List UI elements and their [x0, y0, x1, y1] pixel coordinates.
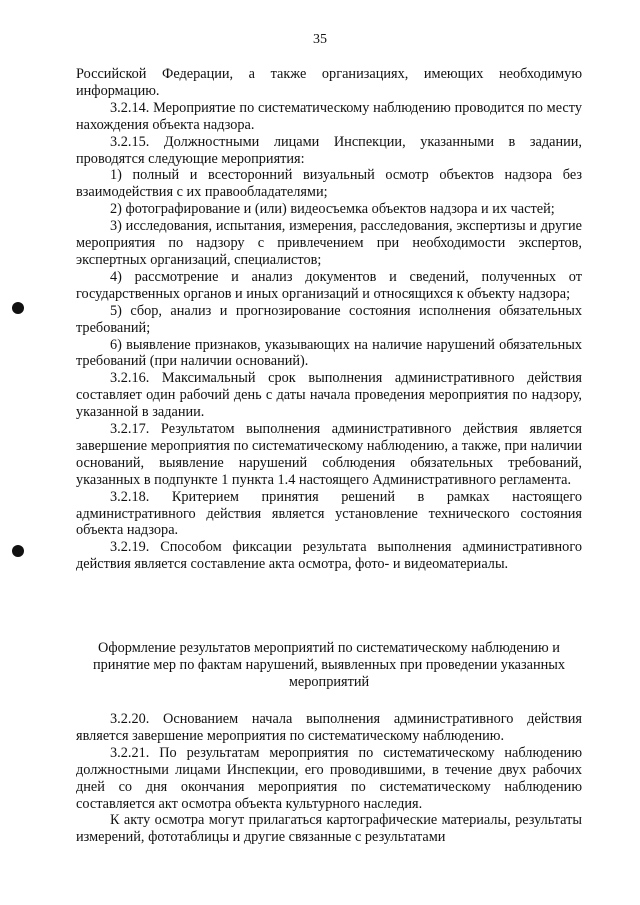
page-number: 35	[313, 32, 327, 47]
body-text-block	[76, 66, 582, 573]
list-item-1: 1) полный и всесторонний визуальный осмотр объектов надзора без взаимодействия с их правообладателями;	[76, 167, 582, 201]
list-item-3: 3) исследования, испытания, измерения, расследования, экспертизы и другие мероприятия по надзору с привлечением при необходимости экспертов, экспертных организаций, специалистов;	[76, 218, 582, 268]
punch-hole-top	[12, 302, 24, 314]
list-item-2: 2) фотографирование и (или) видеосъемка объектов надзора и их частей;	[110, 201, 555, 218]
punch-hole-bottom	[12, 545, 24, 557]
paragraph-3-2-17: 3.2.17. Результатом выполнения административного действия является завершение мероприятия по систематическому наблюдению, а также, при наличии оснований, выявление нарушений соблюдения обязательных требований, указанных в подпункте 1 пункта 1.4 настоящего Административного регламента.	[76, 421, 582, 488]
paragraph-3-2-19: 3.2.19. Способом фиксации результата выполнения административного действия является составление акта осмотра, фото- и видеоматериалы.	[76, 539, 582, 573]
section-heading: Оформление результатов мероприятий по систематическому наблюдению и принятие мер по фактам нарушений, выявленных при проведении указанных мероприятий	[92, 640, 566, 690]
paragraph-3-2-20: 3.2.20. Основанием начала выполнения административного действия является завершение мероприятия по систематическому наблюдению.	[76, 711, 582, 744]
body-text-block-2	[76, 711, 582, 846]
paragraph-3-2-18: 3.2.18. Критерием принятия решений в рамках настоящего административного действия является установление технического состояния объекта надзора.	[76, 488, 582, 539]
list-item-5: 5) сбор, анализ и прогнозирование состояния исполнения обязательных требований;	[76, 302, 582, 336]
paragraph-act-attachments: К акту осмотра могут прилагаться картографические материалы, результаты измерений, фототаблицы и другие связанные с результатами	[76, 812, 582, 846]
paragraph-continuation: Российской Федерации, а также организациях, имеющих необходимую информацию.	[76, 66, 582, 99]
paragraph-3-2-16: 3.2.16. Максимальный срок выполнения административного действия составляет один рабочий день с даты начала проведения мероприятия по надзору, указанной в задании.	[76, 370, 582, 421]
list-item-6: 6) выявление признаков, указывающих на наличие нарушений обязательных требований (при наличии оснований).	[76, 336, 582, 370]
paragraph-3-2-21: 3.2.21. По результатам мероприятия по систематическому наблюдению должностными лицами Инспекции, его проводившими, в течение двух рабочих дней со дня окончания мероприятия по систематическому наблюдению составляется акт осмотра объекта культурного наследия.	[76, 744, 582, 812]
paragraph-3-2-14: 3.2.14. Мероприятие по систематическому наблюдению проводится по месту нахождения объекта надзора.	[76, 99, 582, 133]
list-item-4: 4) рассмотрение и анализ документов и сведений, полученных от государственных органов и иных организаций и относящихся к объекту надзора;	[76, 268, 582, 302]
paragraph-3-2-15: 3.2.15. Должностными лицами Инспекции, указанными в задании, проводятся следующие мероприятия:	[76, 133, 582, 167]
